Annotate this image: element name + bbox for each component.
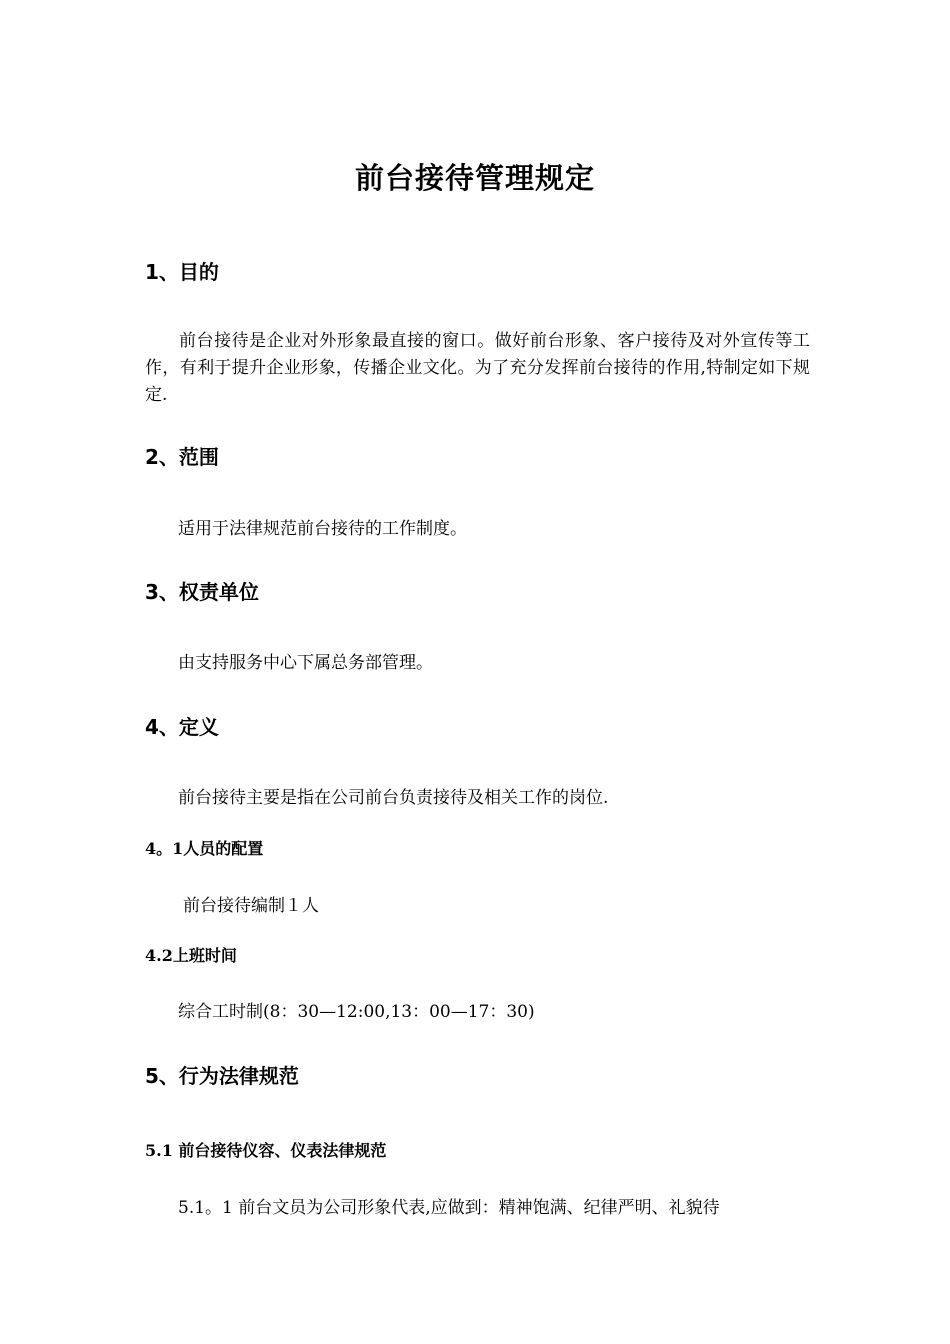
section-body-definition: 前台接待主要是指在公司前台负责接待及相关工作的岗位. bbox=[178, 788, 609, 808]
subsection-heading-working-hours: 4.2上班时间 bbox=[145, 946, 237, 965]
document-title: 前台接待管理规定 bbox=[354, 161, 595, 195]
subsection-heading-appearance: 5.1 前台接待仪容、仪表法律规范 bbox=[145, 1141, 387, 1160]
section-body-purpose: 前台接待是企业对外形象最直接的窗口。做好前台形象、客户接待及对外宣传等工作，有利于提升企业形象，传播企业文化。为了充分发挥前台接待的作用,特制定如下规定. bbox=[145, 331, 810, 405]
section-heading-definition: 4、定义 bbox=[145, 715, 219, 739]
subsection-body-staffing: 前台接待编制１人 bbox=[183, 896, 319, 916]
subsection-body-working-hours: 综合工时制(8：30—12:00,13：00—17：30) bbox=[178, 1002, 535, 1022]
subsection-heading-staffing: 4。1人员的配置 bbox=[145, 839, 264, 858]
section-body-responsibility: 由支持服务中心下属总务部管理。 bbox=[178, 653, 433, 673]
section-heading-purpose: 1、目的 bbox=[145, 260, 219, 284]
section-body-scope: 适用于法律规范前台接待的工作制度。 bbox=[178, 519, 467, 539]
section-heading-responsibility: 3、权责单位 bbox=[145, 580, 259, 604]
section-heading-conduct: 5、行为法律规范 bbox=[145, 1064, 299, 1088]
clause-appearance-1: 5.1。1 前台文员为公司形象代表,应做到：精神饱满、纪律严明、礼貌待 bbox=[178, 1198, 720, 1218]
section-heading-scope: 2、范围 bbox=[145, 445, 219, 469]
